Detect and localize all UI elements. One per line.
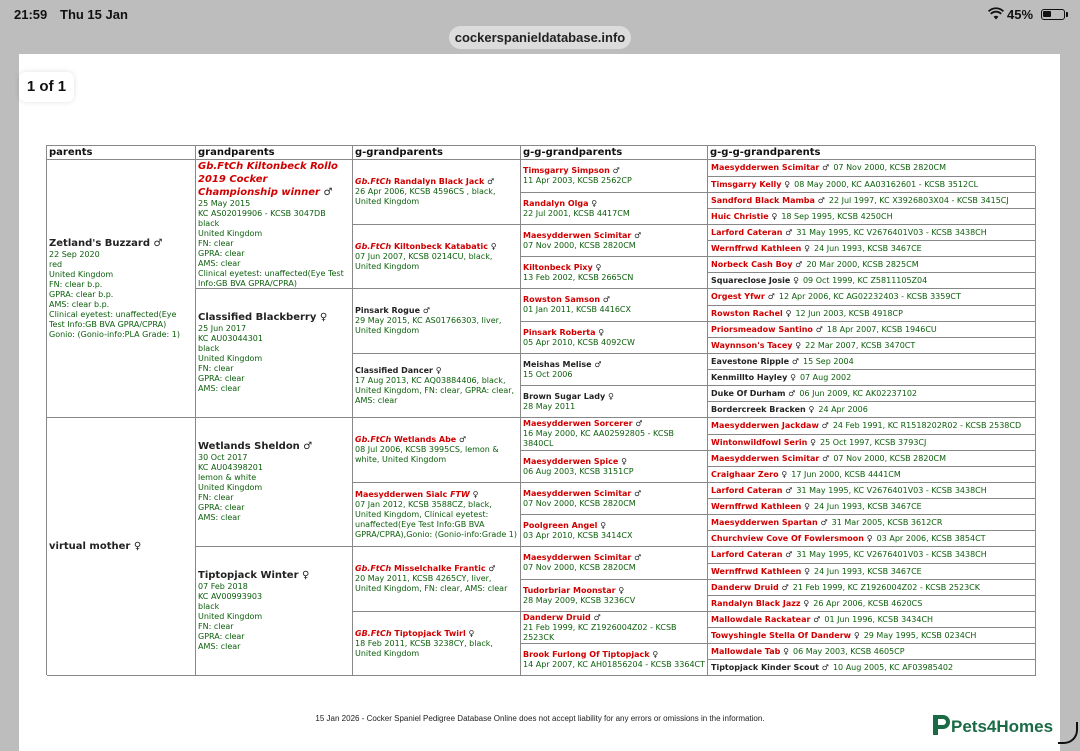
g-g-g-grandparent-cell (708, 354, 1036, 370)
col-header-g-grandparents: g-grandparents (353, 146, 521, 160)
g-g-grandparent-details: 22 Jul 2001, KCSB 4417CM (523, 208, 630, 218)
g-g-grandparent-name[interactable]: Kiltonbeck Pixy ♀ (523, 262, 602, 272)
status-bar (0, 0, 1080, 28)
g-g-g-grandparent-name[interactable]: Maesydderwen Scimitar ♂ (711, 453, 830, 463)
g-g-g-grandparent-details: 25 Oct 1997, KCSB 3793CJ (820, 437, 927, 447)
g-g-grandparent-details: 03 Apr 2010, KCSB 3414CX (523, 530, 633, 540)
g-g-g-grandparent-cell (708, 322, 1036, 338)
status-time: 21:59 (14, 7, 48, 22)
battery-icon (1041, 9, 1065, 20)
g-grandparent-name[interactable]: Gb.FtCh Wetlands Abe ♂ (355, 435, 467, 444)
g-g-grandparent-cell (521, 386, 708, 418)
disclaimer-footer: 15 Jan 2026 - Cocker Spaniel Pedigree Database Online does not accept liability for any errors or omissions in the information. (315, 714, 765, 723)
g-g-g-grandparent-details: 07 Nov 2000, KCSB 2820CM (833, 453, 947, 463)
g-g-grandparent-details: 21 Feb 1999, KC Z1926004Z02 - KCSB 2523CK (523, 622, 677, 642)
grandparent-cell (196, 160, 353, 289)
wifi-icon (988, 8, 1004, 20)
g-g-grandparent-cell (521, 580, 708, 612)
g-g-g-grandparent-name[interactable]: Tiptopjack Kinder Scout ♂ (711, 662, 829, 672)
g-g-g-grandparent-name[interactable]: Mallowdale Tab ♀ (711, 646, 790, 656)
g-grandparent-cell (353, 289, 521, 354)
g-grandparent-name[interactable]: GB.FtCh Tiptopjack Twirl ♀ (355, 628, 475, 638)
grandparent-details: 07 Feb 2018 KC AV00993903 black United Kingdom FN: clear GPRA: clear AMS: clear (198, 582, 263, 651)
g-g-g-grandparent-cell (708, 386, 1036, 402)
g-g-grandparent-details: 14 Apr 2007, KC AH01856204 - KCSB 3364CT (523, 659, 706, 669)
g-g-g-grandparent-cell (708, 564, 1036, 580)
g-g-g-grandparent-cell (708, 160, 1036, 177)
sire-details: 22 Sep 2020 red United Kingdom FN: clear b.p. GPRA: clear b.p. AMS: clear b.p. Clinical eyetest: unaffected(Eye Test Info:GB BVA GPRA/CPRA) Gonio: (Gonio-info:PLA Grade: 1) (49, 249, 180, 339)
g-g-g-grandparent-cell (708, 193, 1036, 209)
g-g-g-grandparent-details: 22 Jul 1997, KC X3926803X04 - KCSB 3415CJ (828, 195, 1009, 205)
g-grandparent-name[interactable]: Pinsark Rogue ♂ (355, 306, 430, 315)
g-g-g-grandparent-details: 03 Apr 2006, KCSB 3854CT (876, 533, 986, 543)
g-g-g-grandparent-name[interactable]: Mallowdale Rackatear ♂ (711, 614, 821, 624)
g-g-grandparent-cell (521, 289, 708, 322)
g-g-g-grandparent-details: 12 Apr 2006, KC AG02232403 - KCSB 3359CT (778, 292, 961, 301)
g-g-g-grandparent-cell (708, 306, 1036, 322)
g-g-grandparent-details: 28 May 2011 (523, 401, 576, 411)
g-g-grandparent-cell (521, 193, 708, 225)
g-g-g-grandparent-details: 21 Feb 1999, KC Z1926004Z02 - KCSB 2523CK (792, 582, 980, 592)
g-g-grandparent-name[interactable]: Tudorbriar Moonstar ♀ (523, 585, 625, 595)
g-g-g-grandparent-details: 08 May 2000, KC AA03162601 - KCSB 3512CL (794, 179, 979, 189)
g-g-g-grandparent-details: 06 May 2003, KCSB 4605CP (793, 646, 905, 656)
g-g-g-grandparent-details: 22 Mar 2007, KCSB 3470CT (805, 340, 916, 350)
g-g-g-grandparent-name[interactable]: Sandford Black Mamba ♂ (711, 195, 825, 205)
g-g-g-grandparent-cell (708, 628, 1036, 644)
col-header-parents: parents (47, 146, 196, 160)
g-g-g-grandparent-name[interactable]: Larford Cateran ♂ (711, 227, 793, 237)
g-g-g-grandparent-details: 10 Aug 2005, KC AF03985402 (832, 662, 954, 672)
g-g-g-grandparent-details: 18 Sep 1995, KCSB 4250CH (781, 211, 893, 221)
g-g-grandparent-cell (521, 160, 708, 193)
g-g-g-grandparent-name[interactable]: Orgest Yfwr ♂ (711, 292, 775, 301)
g-g-g-grandparent-cell (708, 289, 1036, 306)
grandparent-cell (196, 289, 353, 418)
url-bar[interactable]: cockerspanieldatabase.info (449, 26, 631, 49)
g-grandparent-name[interactable]: Gb.FtCh Kiltonbeck Katabatic ♀ (355, 241, 497, 251)
g-g-g-grandparent-details: 15 Sep 2004 (802, 356, 854, 366)
g-g-g-grandparent-details: 18 Apr 2007, KCSB 1946CU (826, 324, 937, 334)
g-g-g-grandparent-details: 20 Mar 2000, KCSB 2825CM (806, 259, 919, 269)
g-g-grandparent-name[interactable]: Maesydderwen Scimitar ♂ (523, 230, 642, 240)
g-g-g-grandparent-name[interactable]: Danderw Druid ♂ (711, 582, 789, 592)
g-g-g-grandparent-cell (708, 273, 1036, 289)
g-g-g-grandparent-details: 24 Jun 1993, KCSB 3467CE (814, 501, 922, 511)
g-g-grandparent-name[interactable]: Maesydderwen Scimitar ♂ (523, 488, 642, 498)
g-g-g-grandparent-name[interactable]: Wintonwildfowl Serin ♀ (711, 437, 816, 447)
g-grandparent-cell (353, 483, 521, 547)
g-g-grandparent-cell (521, 547, 708, 580)
dam-name[interactable]: virtual mother ♀ (49, 540, 142, 552)
g-g-g-grandparent-details: 06 Jun 2009, KC AK02237102 (799, 388, 917, 398)
g-g-g-grandparent-name[interactable]: Towyshingle Stella Of Danderw ♀ (711, 630, 860, 640)
g-grandparent-details: 08 Jul 2006, KCSB 3995CS, lemon & white, United Kingdom (355, 445, 499, 464)
g-g-g-grandparent-details: 12 Jun 2003, KCSB 4918CP (795, 308, 903, 318)
pedigree-table (46, 145, 1035, 675)
g-g-g-grandparent-cell (708, 402, 1036, 418)
g-g-grandparent-cell (521, 515, 708, 547)
g-g-grandparent-cell (521, 483, 708, 515)
g-g-g-grandparent-cell (708, 451, 1036, 467)
g-grandparent-details: 07 Jan 2012, KCSB 3588CZ, black, United Kingdom, Clinical eyetest: unaffected(Eye Test Info:GB BVA GPRA/CPRA),Gonio: (Gonio-info:Grade 1) (355, 499, 518, 539)
g-g-grandparent-name[interactable]: Pinsark Roberta ♀ (523, 327, 605, 337)
grandparent-cell (196, 418, 353, 547)
g-g-g-grandparent-name[interactable]: Duke Of Durham ♂ (711, 388, 796, 398)
g-g-g-grandparent-cell (708, 241, 1036, 257)
dam-cell (47, 418, 196, 676)
g-g-grandparent-name[interactable]: Meishas Melise ♂ (523, 359, 602, 369)
g-grandparent-cell (353, 225, 521, 289)
g-g-grandparent-cell (521, 257, 708, 289)
grandparent-name[interactable]: Classified Blackberry ♀ (198, 312, 328, 323)
g-g-grandparent-details: 15 Oct 2006 (523, 369, 573, 379)
g-g-g-grandparent-name[interactable]: Kenmillto Hayley ♀ (711, 372, 796, 382)
g-g-g-grandparent-details: 09 Oct 1999, KC Z5811105Z04 (802, 275, 928, 285)
grandparent-details: 25 Jun 2017 KC AU03044301 black United Kingdom FN: clear GPRA: clear AMS: clear (198, 324, 263, 393)
pets4homes-logo-icon (931, 715, 949, 737)
battery-level-fill (1043, 11, 1051, 17)
g-g-g-grandparent-cell (708, 547, 1036, 564)
g-g-g-grandparent-name[interactable]: Huic Christie ♀ (711, 211, 778, 221)
sire-name[interactable]: Zetland's Buzzard ♂ (49, 237, 163, 249)
g-g-grandparent-cell (521, 354, 708, 386)
grandparent-details: 25 May 2015 KC AS02019906 - KCSB 3047DB black United Kingdom FN: clear GPRA: clear AMS: clear Clinical eyetest: unaffected(Eye Test Info:GB BVA GPRA/CPRA) (198, 199, 344, 288)
g-g-g-grandparent-details: 24 Feb 1991, KC R1518202R02 - KCSB 2538CD (832, 421, 1022, 430)
g-g-g-grandparent-name[interactable]: Craighaar Zero ♀ (711, 469, 788, 479)
g-g-g-grandparent-details: 26 Apr 2006, KCSB 4620CS (813, 598, 923, 608)
g-g-g-grandparent-cell (708, 418, 1036, 435)
status-date: Thu 15 Jan (60, 7, 128, 22)
g-g-g-grandparent-cell (708, 644, 1036, 660)
g-grandparent-name[interactable]: Gb.FtCh Misselchalke Frantic ♂ (355, 564, 496, 573)
g-g-g-grandparent-cell (708, 580, 1036, 596)
g-g-g-grandparent-details: 31 May 1995, KC V2676401V03 - KCSB 3438CH (796, 550, 987, 559)
g-g-grandparent-details: 07 Nov 2000, KCSB 2820CM (523, 563, 636, 572)
g-g-g-grandparent-name[interactable]: Wernffrwd Kathleen ♀ (711, 501, 810, 511)
g-g-g-grandparent-name[interactable]: Priorsmeadow Santino ♂ (711, 324, 823, 334)
g-g-g-grandparent-details: 07 Nov 2000, KCSB 2820CM (833, 163, 947, 172)
g-g-grandparent-details: 16 May 2000, KC AA02592805 - KCSB 3840CL (523, 429, 675, 448)
g-grandparent-details: 20 May 2011, KCSB 4265CY, liver, United Kingdom, FN: clear, AMS: clear (355, 574, 508, 593)
g-g-g-grandparent-details: 07 Aug 2002 (799, 372, 852, 382)
g-grandparent-cell (353, 160, 521, 225)
g-g-g-grandparent-cell (708, 370, 1036, 386)
g-g-grandparent-cell (521, 451, 708, 483)
g-grandparent-details: 07 Jun 2007, KCSB 0214CU, black, United Kingdom (355, 251, 493, 271)
g-g-g-grandparent-cell (708, 660, 1036, 676)
g-g-g-grandparent-name[interactable]: Squareclose Josie ♀ (711, 275, 799, 285)
g-g-grandparent-cell (521, 418, 708, 451)
g-g-grandparent-cell (521, 322, 708, 354)
g-g-grandparent-name[interactable]: Maesydderwen Scimitar ♂ (523, 553, 642, 562)
g-grandparent-details: 17 Aug 2013, KC AQ03884406, black, United Kingdom, FN: clear, GPRA: clear, AMS: clear (355, 375, 515, 405)
g-g-g-grandparent-name[interactable]: Eavestone Ripple ♂ (711, 356, 799, 366)
g-g-g-grandparent-cell (708, 338, 1036, 354)
g-g-g-grandparent-name[interactable]: Maesydderwen Scimitar ♂ (711, 163, 830, 172)
g-g-grandparent-details: 13 Feb 2002, KCSB 2665CN (523, 272, 634, 282)
g-g-grandparent-name[interactable]: Maesydderwen Sorcerer ♂ (523, 419, 643, 428)
g-g-g-grandparent-details: 17 Jun 2000, KCSB 4441CM (791, 469, 901, 479)
g-g-g-grandparent-details: 31 May 1995, KC V2676401V03 - KCSB 3438CH (796, 227, 987, 237)
g-g-g-grandparent-name[interactable]: Wernffrwd Kathleen ♀ (711, 243, 810, 253)
g-g-g-grandparent-cell (708, 515, 1036, 531)
g-g-g-grandparent-name[interactable]: Maesydderwen Jackdaw ♂ (711, 421, 829, 430)
grandparent-name[interactable]: Gb.FtCh Kiltonbeck Rollo (198, 161, 338, 172)
g-g-g-grandparent-details: 29 May 1995, KCSB 0234CH (863, 630, 977, 640)
g-g-g-grandparent-name[interactable]: Larford Cateran ♂ (711, 485, 793, 495)
g-g-grandparent-cell (521, 612, 708, 644)
g-g-g-grandparent-cell (708, 499, 1036, 515)
grandparent-name[interactable]: Tiptopjack Winter ♀ (198, 570, 310, 581)
g-g-grandparent-details: 11 Apr 2003, KCSB 2562CP (523, 176, 632, 185)
g-g-g-grandparent-name[interactable]: Rowston Rachel ♀ (711, 308, 792, 318)
g-g-g-grandparent-details: 31 May 1995, KC V2676401V03 - KCSB 3438CH (796, 485, 987, 495)
g-g-grandparent-details: 05 Apr 2010, KCSB 4092CW (523, 337, 635, 347)
g-g-grandparent-name[interactable]: Brook Furlong Of Tiptopjack ♀ (523, 649, 659, 659)
g-g-grandparent-name[interactable]: Randalyn Olga ♀ (523, 198, 598, 208)
g-g-grandparent-details: 28 May 2009, KCSB 3236CV (523, 595, 636, 605)
g-g-g-grandparent-name[interactable]: Randalyn Black Jazz ♀ (711, 598, 810, 608)
g-g-g-grandparent-cell (708, 467, 1036, 483)
g-g-g-grandparent-cell (708, 612, 1036, 628)
g-grandparent-name[interactable]: Maesydderwen Sialc FTW ♀ (355, 489, 479, 499)
g-g-g-grandparent-name[interactable]: Timsgarry Kelly ♀ (711, 179, 791, 189)
g-g-grandparent-cell (521, 225, 708, 257)
col-header-g-g-grandparents: g-g-grandparents (521, 146, 708, 160)
sire-cell (47, 160, 196, 418)
g-g-g-grandparent-cell (708, 209, 1036, 225)
g-g-grandparent-details: 01 Jan 2011, KCSB 4416CX (523, 305, 631, 314)
g-g-grandparent-details: 06 Aug 2003, KCSB 3151CP (523, 466, 634, 476)
g-g-grandparent-name[interactable]: Maesydderwen Spice ♀ (523, 456, 627, 466)
grandparent-cell (196, 547, 353, 676)
g-g-grandparent-name[interactable]: Danderw Druid ♂ (523, 612, 601, 622)
g-g-g-grandparent-cell (708, 435, 1036, 451)
g-g-g-grandparent-name[interactable]: Wernffrwd Kathleen ♀ (711, 566, 810, 576)
battery-percent: 45% (1007, 7, 1034, 22)
g-g-grandparent-name[interactable]: Brown Sugar Lady ♀ (523, 391, 614, 401)
g-g-g-grandparent-name[interactable]: Norbeck Cash Boy ♂ (711, 259, 803, 269)
g-g-g-grandparent-details: 31 Mar 2005, KCSB 3612CR (831, 517, 943, 527)
g-grandparent-cell (353, 418, 521, 483)
g-grandparent-cell (353, 547, 521, 612)
battery-tip (1066, 12, 1068, 17)
championship-title: 2019 Cocker Championship winner ♂ (198, 174, 333, 198)
g-grandparent-cell (353, 354, 521, 418)
g-g-grandparent-cell (521, 644, 708, 676)
g-g-g-grandparent-details: 24 Jun 1993, KCSB 3467CE (814, 243, 922, 253)
g-g-g-grandparent-cell (708, 257, 1036, 273)
g-grandparent-name[interactable]: Classified Dancer ♀ (355, 365, 442, 375)
g-grandparent-details: 18 Feb 2011, KCSB 3238CY, black, United Kingdom (355, 638, 493, 658)
g-grandparent-name[interactable]: Gb.FtCh Randalyn Black Jack ♂ (355, 177, 495, 186)
g-g-g-grandparent-name[interactable]: Bordercreek Bracken ♀ (711, 404, 815, 414)
page-indicator: 1 of 1 (19, 72, 74, 102)
g-g-grandparent-name[interactable]: Poolgreen Angel ♀ (523, 520, 607, 530)
grandparent-details: 30 Oct 2017 KC AU04398201 lemon & white United Kingdom FN: clear GPRA: clear AMS: clear (198, 453, 263, 522)
g-g-g-grandparent-name[interactable]: Larford Cateran ♂ (711, 550, 793, 559)
g-g-g-grandparent-cell (708, 177, 1036, 193)
g-g-g-grandparent-details: 24 Apr 2006 (818, 404, 868, 414)
g-g-g-grandparent-cell (708, 596, 1036, 612)
g-g-grandparent-name[interactable]: Timsgarry Simpson ♂ (523, 166, 620, 175)
g-grandparent-cell (353, 612, 521, 676)
g-g-grandparent-details: 07 Nov 2000, KCSB 2820CM (523, 240, 636, 250)
g-g-g-grandparent-name[interactable]: Maesydderwen Spartan ♂ (711, 517, 828, 527)
pets4homes-logo-text: Pets4Homes (951, 717, 1054, 736)
g-g-g-grandparent-cell (708, 225, 1036, 241)
g-grandparent-details: 29 May 2015, KC AS01766303, liver, United Kingdom (355, 316, 502, 335)
g-grandparent-details: 26 Apr 2006, KCSB 4596CS , black, United Kingdom (355, 187, 496, 206)
g-g-grandparent-details: 07 Nov 2000, KCSB 2820CM (523, 498, 636, 508)
grandparent-name[interactable]: Wetlands Sheldon ♂ (198, 441, 313, 452)
g-g-g-grandparent-cell (708, 483, 1036, 499)
corner-swipe-indicator (1058, 722, 1078, 744)
col-header-g-g-g-grandparents: g-g-g-grandparents (708, 146, 1036, 160)
g-g-g-grandparent-cell (708, 531, 1036, 547)
g-g-g-grandparent-details: 24 Jun 1993, KCSB 3467CE (814, 566, 922, 576)
g-g-g-grandparent-name[interactable]: Churchview Cove Of Fowlersmoon ♀ (711, 533, 873, 543)
pets4homes-logo[interactable] (931, 715, 1056, 740)
g-g-grandparent-name[interactable]: Rowston Samson ♂ (523, 295, 611, 304)
g-g-g-grandparent-details: 01 Jun 1996, KCSB 3434CH (824, 614, 934, 624)
col-header-grandparents: grandparents (196, 146, 353, 160)
g-g-g-grandparent-name[interactable]: Waynnson's Tacey ♀ (711, 340, 802, 350)
